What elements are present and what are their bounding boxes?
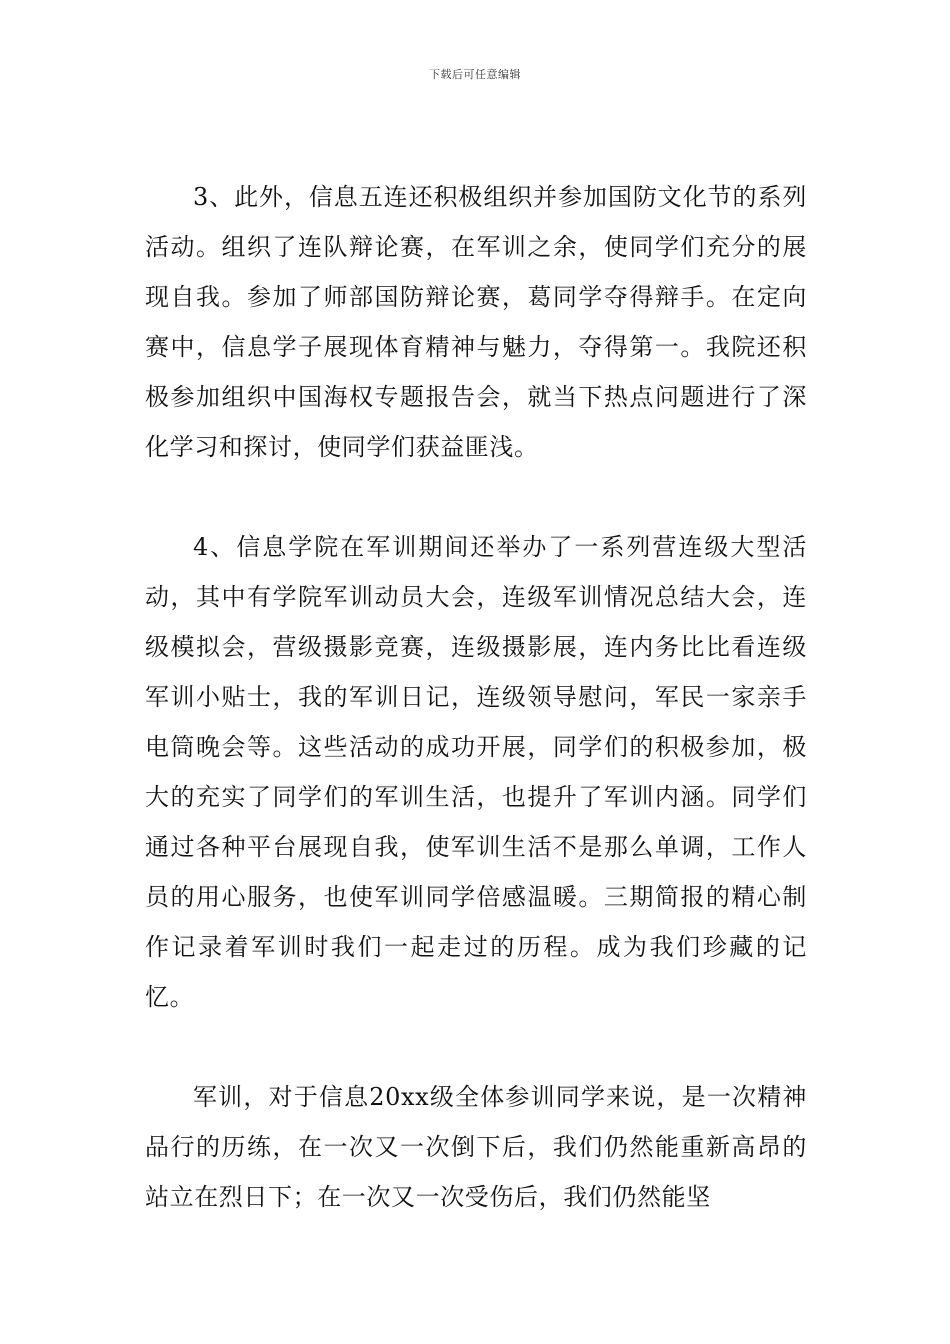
header-note: 下载后可任意编辑: [429, 68, 521, 81]
paragraph-4: 4、信息学院在军训期间还举办了一系列营连级大型活动，其中有学院军训动员大会，连级军训情况总结大会，连级模拟会，营级摄影竞赛，连级摄影展，连内务比比看连级军训小贴士，我的军训日记，连级领导慰问，军民一家亲手电筒晚会等。这些活动的成功开展，同学们的积极参加，极大的充实了同学们的军训生活，也提升了军训内涵。同学们通过各种平台展现自我，使军训生活不是那么单调，工作人员的用心服务，也使军训同学倍感温暖。三期简报的精心制作记录着军训时我们一起走过的历程。成为我们珍藏的记忆。: [145, 533, 807, 1011]
paragraph-3: 3、此外，信息五连还积极组织并参加国防文化节的系列活动。组织了连队辩论赛，在军训之余，使同学们充分的展现自我。参加了师部国防辩论赛，葛同学夺得辩手。在定向赛中，信息学子展现体育精神与魅力，夺得第一。我院还积极参加组织中国海权专题报告会，就当下热点问题进行了深化学习和探讨，使同学们获益匪浅。: [145, 183, 807, 461]
paragraph-military-training: 军训，对于信息20xx级全体参训同学来说，是一次精神品行的历练，在一次又一次倒下后，我们仍然能重新高昂的站立在烈日下；在一次又一次受伤后，我们仍然能坚: [145, 1083, 807, 1211]
